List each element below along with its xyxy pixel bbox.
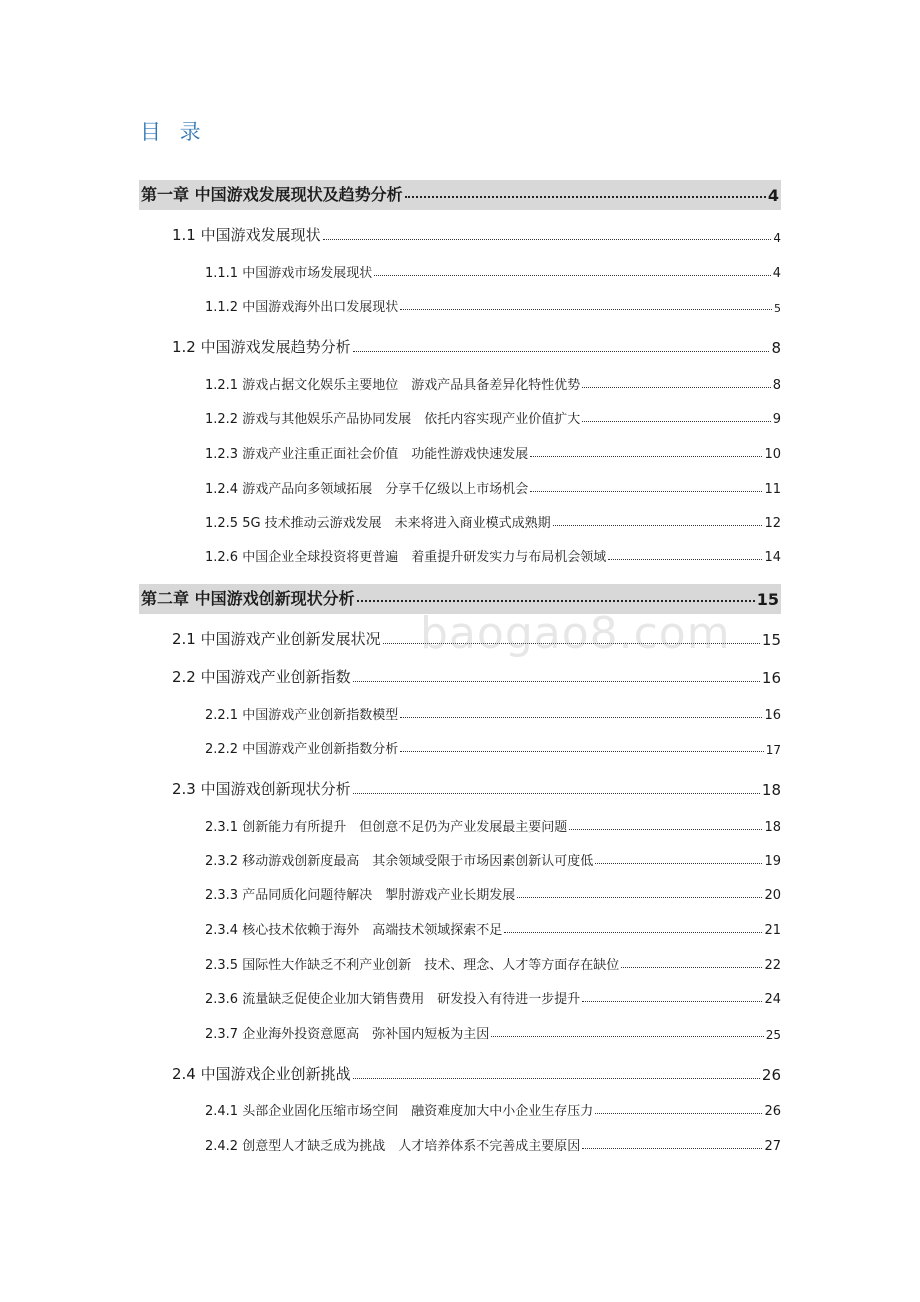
dot-leader bbox=[504, 931, 762, 933]
toc-entry-label: 2.3 中国游戏创新现状分析 bbox=[172, 780, 351, 798]
toc-sub-1-2-5[interactable] bbox=[205, 512, 781, 534]
toc-section-2-3[interactable] bbox=[172, 778, 781, 802]
toc-entry-page: 10 bbox=[764, 447, 781, 462]
toc-entry-label: 2.4 中国游戏企业创新挑战 bbox=[172, 1065, 351, 1083]
dot-leader bbox=[582, 386, 771, 388]
toc-entry-label: 1.1 中国游戏发展现状 bbox=[172, 226, 321, 244]
toc-entry-label: 2.3.4 核心技术依赖于海外 高端技术领域探索不足 bbox=[205, 923, 503, 938]
toc-entry-page: 4 bbox=[773, 231, 781, 245]
dot-leader bbox=[569, 828, 762, 830]
toc-entry-page: 16 bbox=[761, 669, 781, 687]
toc-entry-label: 1.1.1 中国游戏市场发展现状 bbox=[205, 266, 373, 281]
dot-leader bbox=[357, 599, 755, 602]
toc-entry-label: 第二章 中国游戏创新现状分析 bbox=[141, 589, 355, 608]
toc-entry-page: 15 bbox=[756, 590, 779, 609]
toc-entry-page: 8 bbox=[772, 378, 781, 393]
toc-entry-label: 2.3.3 产品同质化问题待解决 掣肘游戏产业长期发展 bbox=[205, 888, 516, 903]
dot-leader bbox=[353, 1077, 760, 1079]
toc-sub-1-2-2[interactable] bbox=[205, 408, 781, 430]
toc-entry-page: 24 bbox=[764, 992, 781, 1007]
dot-leader bbox=[400, 308, 772, 310]
toc-chapter-2[interactable] bbox=[139, 584, 781, 614]
toc-section-2-4[interactable] bbox=[172, 1063, 781, 1087]
dot-leader bbox=[621, 966, 762, 968]
toc-entry-page: 14 bbox=[764, 550, 781, 565]
toc-entry-page: 26 bbox=[761, 1066, 781, 1084]
dot-leader bbox=[608, 558, 762, 560]
toc-entry-page: 11 bbox=[764, 482, 781, 497]
toc-entry-page: 21 bbox=[764, 923, 781, 938]
dot-leader bbox=[530, 455, 762, 457]
dot-leader bbox=[582, 1000, 762, 1002]
toc-entry-label: 1.2.1 游戏占据文化娱乐主要地位 游戏产品具备差异化特性优势 bbox=[205, 378, 581, 393]
dot-leader bbox=[595, 862, 762, 864]
toc-sub-1-2-3[interactable] bbox=[205, 443, 781, 465]
toc-entry-page: 25 bbox=[765, 1028, 781, 1042]
dot-leader bbox=[323, 238, 772, 240]
toc-entry-page: 4 bbox=[767, 186, 779, 205]
toc-sub-2-4-1[interactable] bbox=[205, 1100, 781, 1122]
toc-sub-2-3-4[interactable] bbox=[205, 919, 781, 941]
toc-entry-label: 2.3.7 企业海外投资意愿高 弥补国内短板为主因 bbox=[205, 1027, 490, 1042]
toc-sub-2-3-7[interactable] bbox=[205, 1023, 781, 1045]
toc-sub-1-2-1[interactable] bbox=[205, 374, 781, 396]
toc-section-1-2[interactable] bbox=[172, 336, 781, 360]
toc-entry-label: 2.1 中国游戏产业创新发展状况 bbox=[172, 630, 381, 648]
toc-entry-page: 27 bbox=[764, 1139, 781, 1154]
dot-leader bbox=[595, 1112, 762, 1114]
toc-section-2-1[interactable] bbox=[172, 628, 781, 652]
toc-entry-page: 19 bbox=[764, 854, 781, 869]
toc-entry-label: 2.3.5 国际性大作缺乏不利产业创新 技术、理念、人才等方面存在缺位 bbox=[205, 958, 620, 973]
toc-sub-2-2-1[interactable] bbox=[205, 704, 781, 726]
toc-title: 目 录 bbox=[140, 120, 207, 144]
toc-entry-page: 15 bbox=[761, 631, 781, 649]
toc-entry-page: 8 bbox=[771, 339, 781, 357]
toc-entry-label: 2.2.2 中国游戏产业创新指数分析 bbox=[205, 742, 399, 757]
dot-leader bbox=[374, 274, 771, 276]
dot-leader bbox=[491, 1035, 764, 1037]
dot-leader bbox=[517, 896, 762, 898]
toc-entry-page: 22 bbox=[764, 958, 781, 973]
toc-entry-label: 1.2.3 游戏产业注重正面社会价值 功能性游戏快速发展 bbox=[205, 447, 529, 462]
toc-entry-label: 1.2.6 中国企业全球投资将更普遍 着重提升研发实力与布局机会领域 bbox=[205, 550, 607, 565]
toc-entry-label: 第一章 中国游戏发展现状及趋势分析 bbox=[141, 185, 403, 204]
dot-leader bbox=[530, 490, 762, 492]
toc-chapter-1[interactable] bbox=[139, 180, 781, 210]
toc-sub-2-3-6[interactable] bbox=[205, 988, 781, 1010]
toc-sub-2-4-2[interactable] bbox=[205, 1135, 781, 1157]
toc-entry-label: 1.2.5 5G 技术推动云游戏发展 未来将进入商业模式成熟期 bbox=[205, 516, 551, 531]
dot-leader bbox=[400, 716, 762, 718]
toc-entry-label: 2.2 中国游戏产业创新指数 bbox=[172, 668, 351, 686]
toc-entry-label: 2.3.6 流量缺乏促使企业加大销售费用 研发投入有待进一步提升 bbox=[205, 992, 581, 1007]
toc-sub-2-2-2[interactable] bbox=[205, 738, 781, 760]
dot-leader bbox=[353, 792, 760, 794]
toc-sub-1-2-4[interactable] bbox=[205, 478, 781, 500]
toc-sub-2-3-3[interactable] bbox=[205, 884, 781, 906]
toc-entry-page: 17 bbox=[765, 743, 781, 757]
toc-entry-page: 18 bbox=[761, 781, 781, 799]
toc-entry-page: 18 bbox=[764, 820, 781, 835]
toc-entry-page: 4 bbox=[772, 266, 781, 281]
toc-sub-1-1-1[interactable] bbox=[205, 262, 781, 284]
toc-sub-1-2-6[interactable] bbox=[205, 546, 781, 568]
dot-leader bbox=[405, 195, 766, 198]
toc-entry-label: 2.3.1 创新能力有所提升 但创意不足仍为产业发展最主要问题 bbox=[205, 820, 568, 835]
toc-entry-page: 9 bbox=[772, 412, 781, 427]
toc-entry-page: 26 bbox=[764, 1104, 781, 1119]
toc-section-1-1[interactable] bbox=[172, 224, 781, 248]
toc-entry-label: 1.2 中国游戏发展趋势分析 bbox=[172, 338, 351, 356]
toc-entry-page: 12 bbox=[764, 516, 781, 531]
watermark: baogao8.com bbox=[420, 608, 731, 659]
toc-entry-label: 1.2.2 游戏与其他娱乐产品协同发展 依托内容实现产业价值扩大 bbox=[205, 412, 581, 427]
toc-entry-label: 2.2.1 中国游戏产业创新指数模型 bbox=[205, 708, 399, 723]
toc-sub-1-1-2[interactable] bbox=[205, 296, 781, 318]
toc-entry-label: 1.1.2 中国游戏海外出口发展现状 bbox=[205, 300, 399, 315]
dot-leader bbox=[553, 524, 763, 526]
toc-entry-page: 16 bbox=[764, 708, 781, 723]
toc-entry-label: 2.4.2 创意型人才缺乏成为挑战 人才培养体系不完善成主要原因 bbox=[205, 1139, 581, 1154]
toc-section-2-2[interactable] bbox=[172, 666, 781, 690]
toc-sub-2-3-5[interactable] bbox=[205, 954, 781, 976]
toc-entry-page: 20 bbox=[764, 888, 781, 903]
dot-leader bbox=[353, 350, 770, 352]
toc-entry-label: 1.2.4 游戏产品向多领域拓展 分享千亿级以上市场机会 bbox=[205, 482, 529, 497]
dot-leader bbox=[353, 680, 760, 682]
toc-entry-page: 5 bbox=[774, 302, 781, 315]
toc-entry-label: 2.3.2 移动游戏创新度最高 其余领域受限于市场因素创新认可度低 bbox=[205, 854, 594, 869]
dot-leader bbox=[582, 1147, 762, 1149]
toc-sub-2-3-1[interactable] bbox=[205, 816, 781, 838]
dot-leader bbox=[582, 420, 771, 422]
toc-entry-label: 2.4.1 头部企业固化压缩市场空间 融资难度加大中小企业生存压力 bbox=[205, 1104, 594, 1119]
toc-sub-2-3-2[interactable] bbox=[205, 850, 781, 872]
dot-leader bbox=[400, 750, 764, 752]
dot-leader bbox=[383, 642, 760, 644]
